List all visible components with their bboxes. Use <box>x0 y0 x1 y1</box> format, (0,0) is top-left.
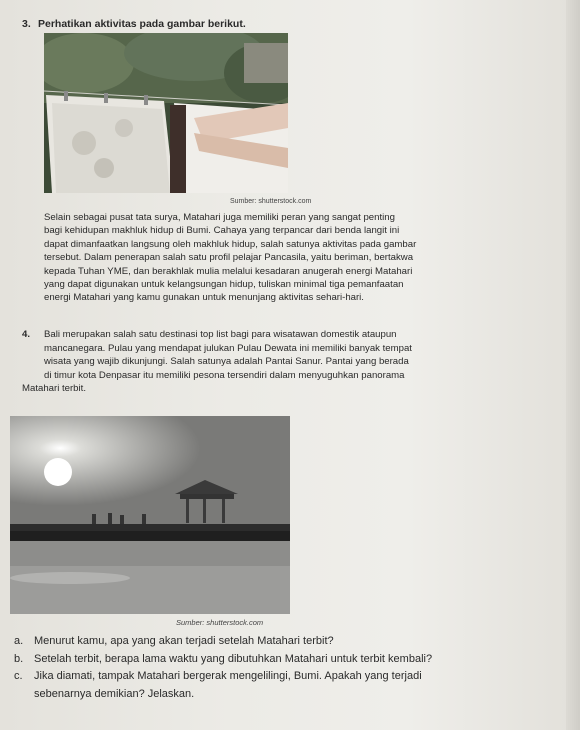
question-3-paragraph <box>44 211 544 305</box>
list-item <box>14 686 570 704</box>
paragraph-line: wisata yang wajib dikunjungi. Salah satunya adalah Pantai Sanur. Pantai yang berada <box>44 356 409 368</box>
paragraph-line: bagi kehidupan makhluk hidup di Bumi. Cahaya yang terpancar dari benda langit ini <box>44 225 400 237</box>
question-4-line-first <box>22 328 562 342</box>
paragraph-line: energi Matahari yang kamu gunakan untuk menunjang aktivitas sehari-hari. <box>44 292 364 304</box>
page-spine <box>566 0 580 730</box>
clothesline-photo <box>44 33 288 193</box>
list-item <box>14 633 570 651</box>
image-source-1: Sumber: shutterstock.com <box>230 198 312 205</box>
paragraph-line: Selain sebagai pusat tata surya, Matahari juga memiliki peran yang sangat penting <box>44 212 395 223</box>
question-4-subquestions <box>14 633 570 703</box>
item-text: sebenarnya demikian? Jelaskan. <box>34 687 195 700</box>
paragraph-line: yang dapat digunakan untuk kelangsungan hidup, tuliskan minimal tiga pemanfaatan <box>44 279 404 291</box>
sunrise-beach-photo-icon <box>10 416 290 614</box>
item-text: Menurut kamu, apa yang akan terjadi setelah Matahari terbit? <box>34 635 334 647</box>
paragraph-line: di timur kota Denpasar itu memiliki pesona tersendiri dalam menyuguhkan panorama <box>44 369 405 381</box>
paragraph-line: kepada Tuhan YME, dan berakhlak mulia melalui kesadaran anugerah energi Matahari <box>44 265 413 277</box>
paragraph-line: Bali merupakan salah satu destinasi top list bagi para wisatawan domestik ataupun <box>44 329 397 340</box>
paragraph-line: dapat dimanfaatkan langsung oleh makhluk hidup, salah satunya aktivitas pada gambar <box>44 238 417 250</box>
item-letter <box>14 686 34 704</box>
question-prompt: Perhatikan aktivitas pada gambar berikut. <box>38 18 246 30</box>
clothesline-photo-icon <box>44 33 288 193</box>
sunrise-beach-photo <box>10 416 290 614</box>
paragraph-line: tersebut. Dalam penerapan salah satu profil pelajar Pancasila, yaitu beriman, bertakwa <box>44 252 414 264</box>
paragraph-line: mancanegara. Pulau yang mendapat julukan Pulau Dewata ini memiliki banyak tempat <box>44 342 412 354</box>
item-letter: b. <box>14 652 24 665</box>
image-source-2: Sumber: shutterstock.com <box>176 618 264 627</box>
list-item <box>14 651 570 669</box>
paragraph-line: Matahari terbit. <box>22 383 86 395</box>
item-letter: a. <box>14 635 24 647</box>
question-number: 4. <box>22 329 31 340</box>
item-text: Setelah terbit, berapa lama waktu yang dibutuhkan Matahari untuk terbit kembali? <box>34 652 433 665</box>
question-number: 3. <box>22 18 31 30</box>
list-item <box>14 668 570 686</box>
item-text: Jika diamati, tampak Matahari bergerak mengelilingi, Bumi. Apakah yang terjadi <box>34 670 422 682</box>
question-3-heading <box>22 18 246 30</box>
item-letter: c. <box>14 670 23 682</box>
question-4 <box>22 328 562 396</box>
